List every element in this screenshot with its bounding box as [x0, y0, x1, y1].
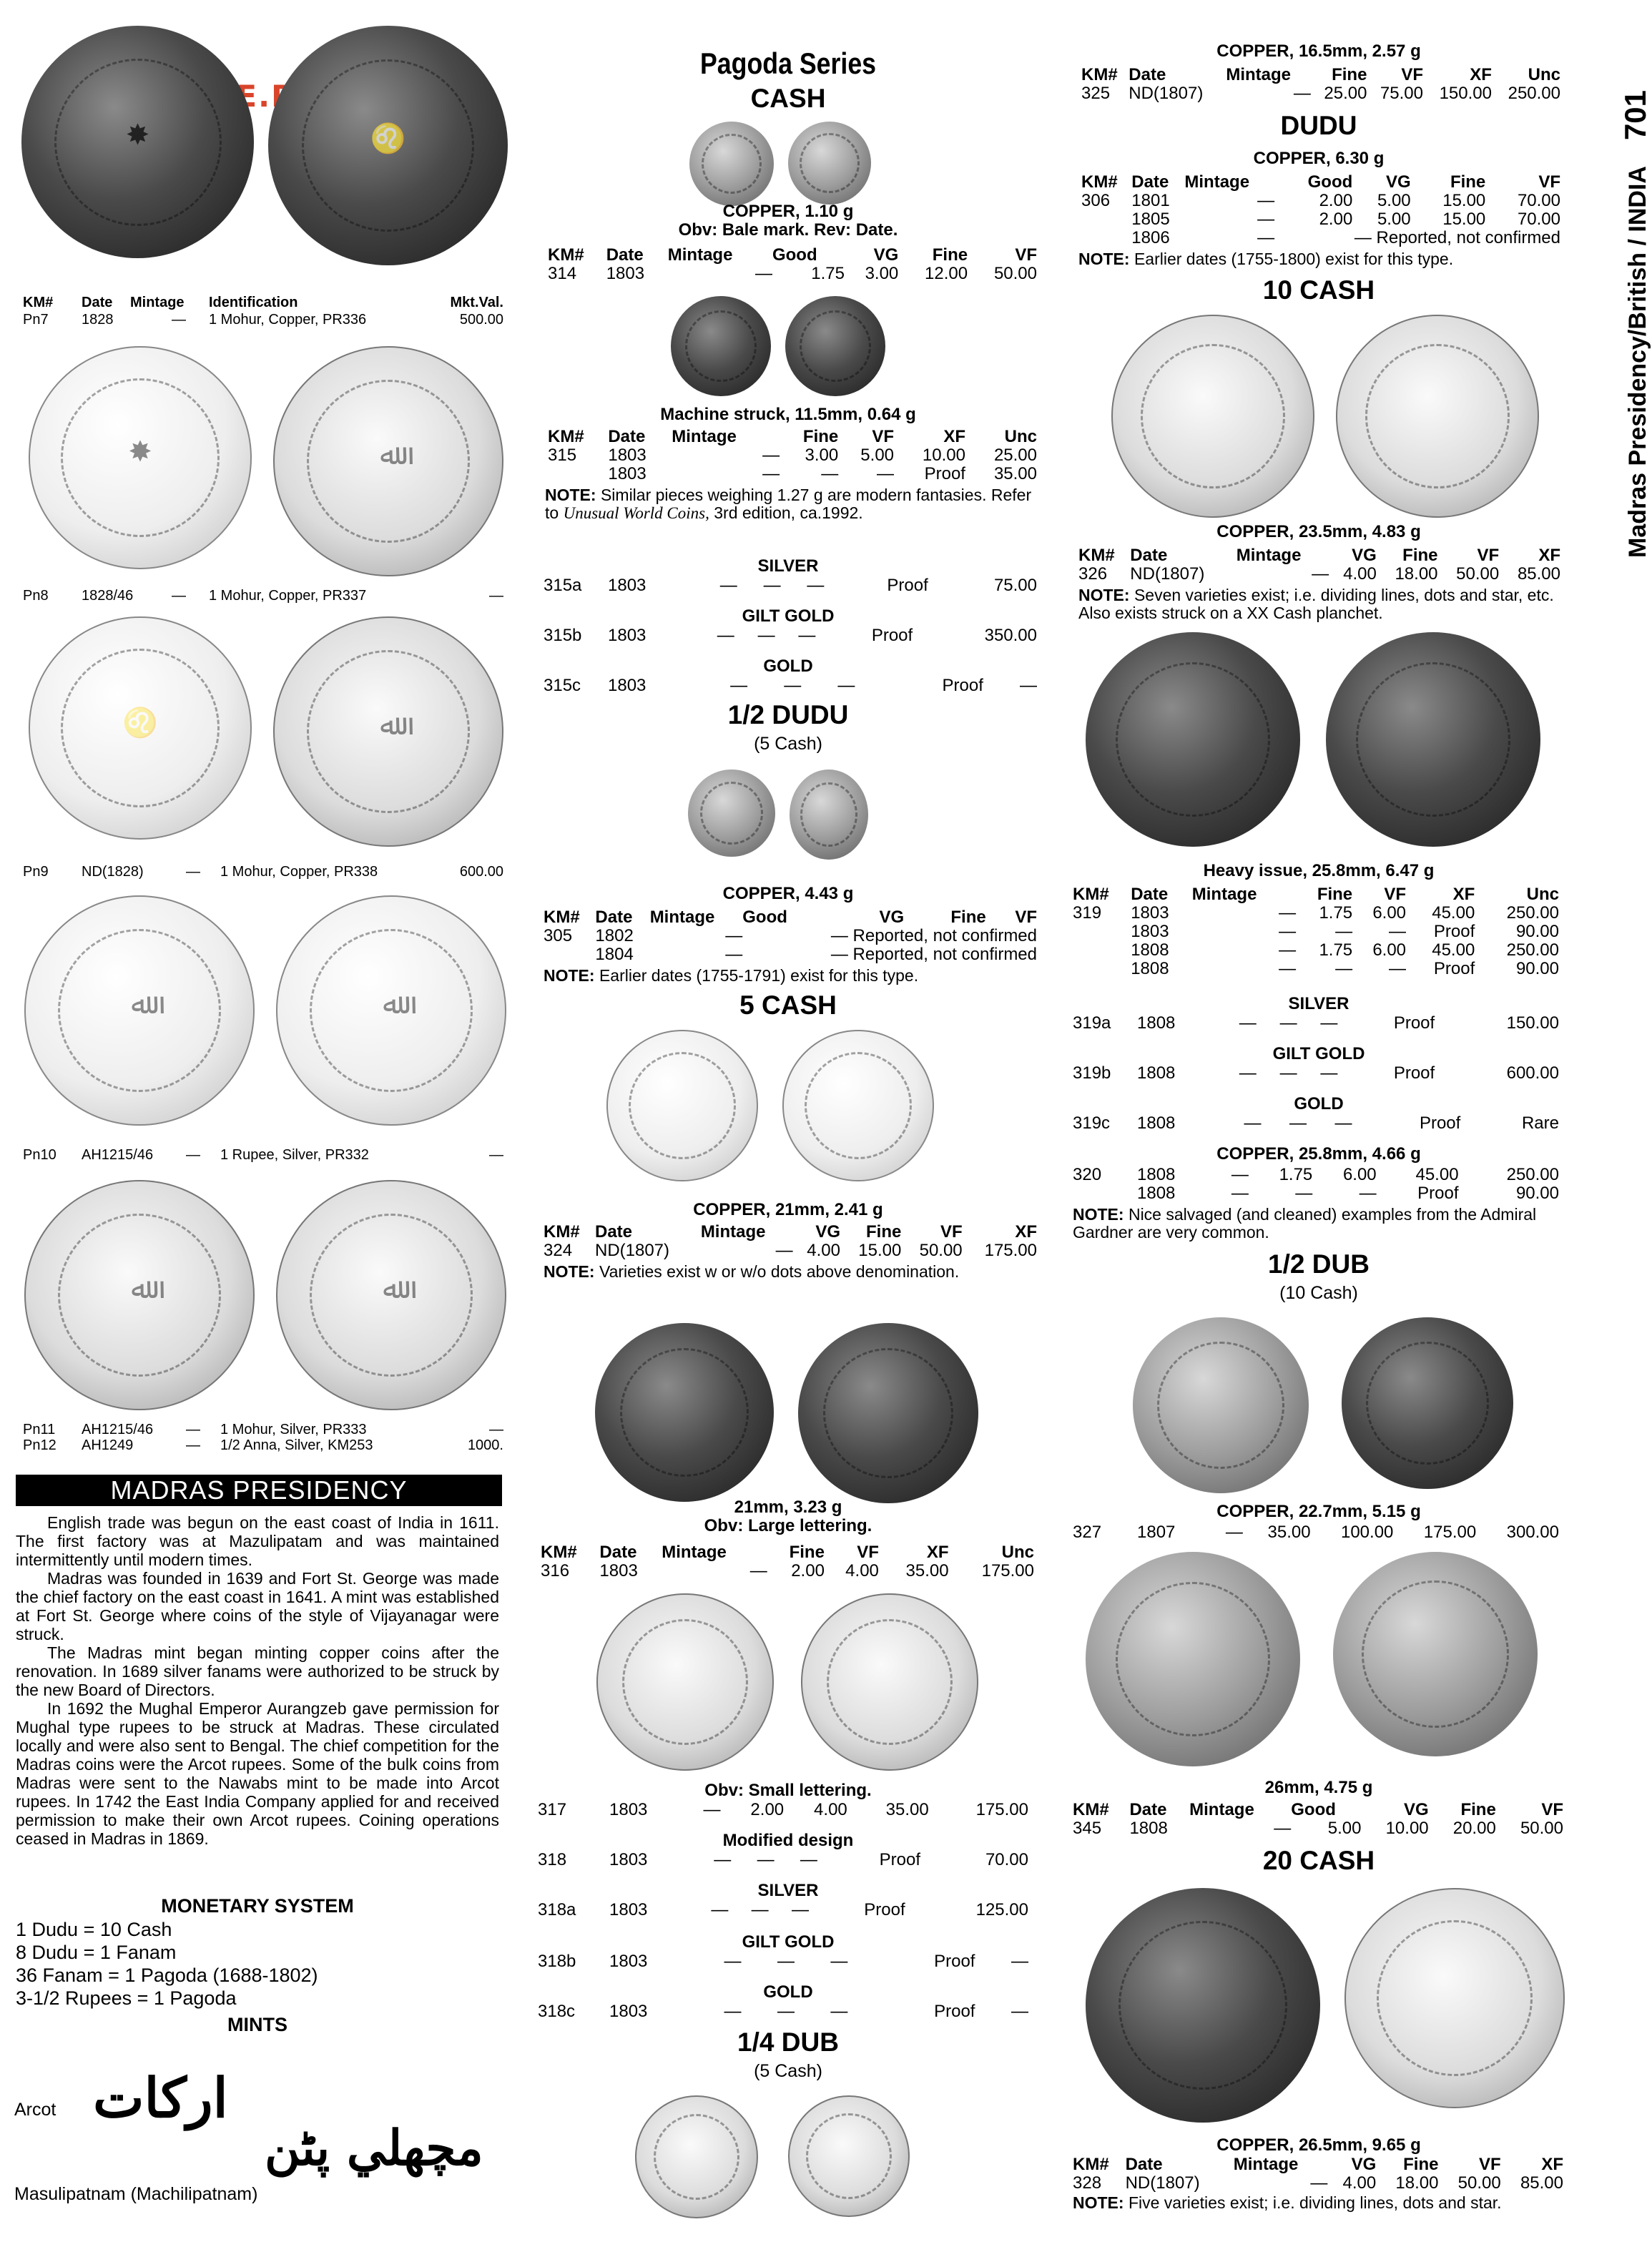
monetary-item: 1 Dudu = 10 Cash: [16, 1919, 172, 1940]
coin-spec: 26mm, 4.75 g: [1264, 1778, 1373, 1797]
coin-obverse: [596, 1593, 774, 1771]
section-banner: MADRAS PRESIDENCY: [16, 1475, 502, 1506]
coin-images-pn7: [21, 26, 508, 265]
coin-obverse: ﷲ: [24, 895, 255, 1126]
price-row-319b: 319b 1808 — — — Proof 600.00: [1073, 1063, 1559, 1083]
coin-reverse: ﷲ: [276, 895, 506, 1126]
mint-masulipatnam-label: Masulipatnam (Machilipatnam): [14, 2184, 258, 2204]
mint-arcot-script: ارکات: [93, 2066, 228, 2130]
denomination-subtitle: (10 Cash): [1279, 1283, 1358, 1303]
coin-spec: COPPER, 4.43 g: [722, 884, 854, 903]
price-table-324: KM# Date Mintage VG Fine VF XF 324 ND(1807) — 4.00 15.00 50.00 175.00: [544, 1222, 1037, 1260]
coin-reverse: [1333, 1552, 1538, 1756]
price-table-326: KM# Date Mintage VG Fine VF XF 326 ND(1807) — 4.00 18.00 50.00 85.00: [1078, 546, 1560, 584]
coin-obverse: [688, 770, 775, 857]
price-row-318a: 318a 1803 — — — Proof 125.00: [538, 1900, 1028, 1919]
metal-heading: GILT GOLD: [1272, 1044, 1365, 1063]
price-table-320: 320 1808 — 1.75 6.00 45.00 250.00 1808 — — — Proof 90.00: [1073, 1165, 1559, 1203]
coin-spec-obverse: Obv: Large lettering.: [704, 1516, 872, 1535]
coin-spec: COPPER, 6.30 g: [1253, 149, 1385, 168]
mints-title: MINTS: [227, 2014, 287, 2035]
price-table-306: KM# Date Mintage Good VG Fine VF 306 1801 — 2.00 5.00 15.00 70.00 1805 — 2.00 5.00 15.00 70.00 1806 — — Reported, not confirmed: [1081, 172, 1560, 247]
coin-obverse: [671, 296, 771, 396]
coin-obverse: ✸: [29, 346, 252, 569]
coin-reverse: ﷲ: [273, 616, 503, 847]
price-row-319c: 319c 1808 — — — Proof Rare: [1073, 1113, 1559, 1133]
coin-reverse: [798, 1323, 978, 1503]
coin-spec: COPPER, 1.10 g: [722, 202, 854, 221]
coin-spec: Heavy issue, 25.8mm, 6.47 g: [1203, 861, 1435, 880]
note: NOTE: Varieties exist w or w/o dots above denomination.: [544, 1262, 960, 1281]
note: NOTE: Earlier dates (1755-1800) exist for this type.: [1078, 250, 1454, 268]
coin-obverse: [595, 1323, 774, 1502]
coin-images-316: [595, 1323, 978, 1503]
history-paragraph: English trade was begun on the east coast of India in 1611. The first factory was at Mazulipatam and was maintained intermittently until modern times.: [16, 1513, 499, 1569]
coin-images-quarter-dub: [635, 2095, 910, 2218]
note: NOTE: Seven varieties exist; i.e. dividing lines, dots and star, etc. Also exists struck on a XX Cash planchet.: [1078, 586, 1554, 622]
price-row-317: 317 1803 — 2.00 4.00 35.00 175.00: [538, 1800, 1028, 1819]
price-table-319: KM# Date Mintage Fine VF XF Unc 319 1803 — 1.75 6.00 45.00 250.00 1803 — — — Proof 90.00 1808 — 1.75 6.00 45.00 250.00 1808 — — — Proof 90.00: [1073, 885, 1559, 978]
coin-images-pn11: [24, 1180, 506, 1410]
coin-reverse: [1326, 632, 1540, 847]
coin-images-324: [606, 1030, 934, 1181]
monetary-item: 8 Dudu = 1 Fanam: [16, 1942, 177, 1963]
price-row-318: 318 1803 — — — Proof 70.00: [538, 1850, 1028, 1869]
coin-images-pn10: [24, 895, 506, 1126]
coin-spec: COPPER, 23.5mm, 4.83 g: [1216, 522, 1421, 541]
coin-obverse: [1086, 1552, 1300, 1766]
denomination-title: DUDU: [1280, 111, 1357, 140]
coin-spec: Machine struck, 11.5mm, 0.64 g: [660, 405, 916, 424]
price-row-315b: 315b 1803 — — — Proof 350.00: [544, 626, 1037, 645]
metal-heading: GILT GOLD: [742, 1932, 835, 1952]
coin-obverse: [689, 122, 774, 206]
monetary-system-title: MONETARY SYSTEM: [161, 1895, 354, 1917]
history-text: [16, 1513, 499, 1848]
coin-images-314: [689, 122, 871, 206]
coin-images-326: [1111, 315, 1539, 518]
metal-heading: SILVER: [757, 556, 819, 576]
coin-reverse: ﷲ: [273, 346, 503, 576]
coin-obverse: [1111, 315, 1314, 518]
coin-reverse: [1342, 1317, 1513, 1489]
metal-heading: GOLD: [763, 657, 813, 676]
price-row-315a: 315a 1803 — — — Proof 75.00: [544, 576, 1037, 595]
price-row-318b: 318b 1803 — — — Proof —: [538, 1952, 1028, 1971]
price-row-319a: 319a 1808 — — — Proof 150.00: [1073, 1013, 1559, 1033]
price-table-328: KM# Date Mintage VG Fine VF XF 328 ND(1807) — 4.00 18.00 50.00 85.00: [1073, 2155, 1563, 2193]
coin-reverse: [785, 296, 885, 396]
coin-obverse: ﷲ: [24, 1180, 255, 1410]
note: NOTE: Similar pieces weighing 1.27 g are modern fantasies. Refer to Unusual World Coins, 3rd edition, ca.1992.: [545, 486, 1032, 522]
price-table-325: KM# Date Mintage Fine VF XF Unc 325 ND(1807) — 25.00 75.00 150.00 250.00: [1081, 65, 1560, 103]
monetary-item: 3-1/2 Rupees = 1 Pagoda: [16, 1987, 237, 2009]
mint-arcot-label: Arcot: [14, 2100, 56, 2120]
page-sidebar: [1587, 29, 1652, 558]
coin-images-319: [1086, 632, 1540, 847]
denomination-title: 5 CASH: [739, 990, 837, 1020]
denomination-title: 1/2 DUB: [1268, 1249, 1370, 1279]
coin-images-pn9: [29, 616, 503, 847]
denomination-subtitle: (5 Cash): [754, 2061, 822, 2081]
denomination-title: 20 CASH: [1262, 1846, 1375, 1875]
denomination-title: 1/2 DUDU: [727, 700, 849, 729]
coin-obverse: [606, 1030, 758, 1181]
coin-images-345: [1086, 1552, 1538, 1766]
coin-spec: COPPER, 22.7mm, 5.15 g: [1216, 1502, 1421, 1521]
coin-reverse: [1336, 315, 1539, 518]
section-title: Madras Presidency/British / INDIA: [1624, 166, 1651, 558]
history-paragraph: The Madras mint began minting copper coins after the renovation. In 1689 silver fanams were authorized to be struck by the new Board of Directors.: [16, 1643, 499, 1699]
coin-spec: COPPER, 16.5mm, 2.57 g: [1216, 41, 1421, 61]
coin-reverse: [801, 1593, 978, 1771]
coin-spec-obverse: Obv: Bale mark. Rev: Date.: [678, 220, 898, 240]
note: NOTE: Earlier dates (1755-1791) exist for this type.: [544, 966, 919, 985]
coin-images-317: [596, 1593, 978, 1771]
metal-heading: SILVER: [1288, 994, 1349, 1013]
history-paragraph: Madras was founded in 1639 and Fort St. George was made the chief factory on the east coast in 1641. A mint was established at Fort St. George where coins of the style of Vijayanagar were struck.: [16, 1569, 499, 1643]
note: NOTE: Five varieties exist; i.e. dividing lines, dots and star.: [1073, 2193, 1502, 2212]
denomination-title: CASH: [750, 84, 826, 113]
coin-spec-obverse: Obv: Small lettering.: [704, 1781, 872, 1800]
coin-reverse: [790, 770, 868, 860]
coin-obverse: [1086, 1888, 1320, 2123]
coin-obverse: [635, 2095, 758, 2218]
coin-images-pn8: [29, 346, 503, 576]
note: NOTE: Nice salvaged (and cleaned) examples from the Admiral Gardner are very common.: [1073, 1205, 1537, 1242]
price-table-345: KM# Date Mintage Good VG Fine VF 345 1808 — 5.00 10.00 20.00 50.00: [1073, 1800, 1563, 1838]
coin-reverse: ﷲ: [276, 1180, 506, 1410]
coin-spec: COPPER, 25.8mm, 4.66 g: [1216, 1144, 1421, 1164]
price-row-315c: 315c 1803 — — — Proof —: [544, 676, 1037, 695]
coin-reverse: [788, 2095, 910, 2217]
coin-spec: COPPER, 21mm, 2.41 g: [693, 1200, 883, 1219]
metal-heading: SILVER: [757, 1881, 819, 1900]
metal-heading: GOLD: [763, 1982, 813, 2002]
coin-reverse: [788, 122, 871, 205]
mint-masulipatnam-script: مچھلي پٹن: [265, 2120, 483, 2177]
monetary-system-list: [16, 1918, 499, 2010]
coin-images-328: [1086, 1888, 1565, 2123]
metal-heading: GILT GOLD: [742, 606, 835, 626]
metal-heading: GOLD: [1294, 1094, 1344, 1113]
coin-spec: COPPER, 26.5mm, 9.65 g: [1216, 2135, 1421, 2155]
coin-reverse: ♌: [268, 26, 508, 265]
price-table-314: KM# Date Mintage Good VG Fine VF 314 1803 — 1.75 3.00 12.00 50.00: [548, 245, 1037, 283]
coin-reverse: [782, 1030, 934, 1181]
denomination-subtitle: (5 Cash): [754, 734, 822, 754]
history-paragraph: In 1692 the Mughal Emperor Aurangzeb gave permission for Mughal type rupees to be struck at Madras. These circulated locally and were also sent to Bengal. The chief competition for the Madras coins were the Arcot rupees. Some of the bulk coins from Madras were sent to the Nawabs mint to be made into Arcot rupees. In 1742 the East India Company applied for and received permission to make their own Arcot rupees. Coining operations ceased in Madras in 1869.: [16, 1699, 499, 1848]
coin-obverse: [1086, 632, 1300, 847]
coin-obverse: ✸: [21, 26, 254, 258]
coin-images-315: [671, 296, 885, 396]
monetary-item: 36 Fanam = 1 Pagoda (1688-1802): [16, 1965, 318, 1986]
denomination-title: 10 CASH: [1262, 275, 1375, 305]
series-title: Pagoda Series: [699, 46, 877, 80]
coin-spec: 21mm, 3.23 g: [734, 1498, 842, 1517]
variety-heading: Modified design: [722, 1831, 854, 1850]
denomination-title: 1/4 DUB: [737, 2027, 839, 2057]
price-table-305: KM# Date Mintage Good VG Fine VF 305 1802 — — Reported, not confirmed 1804 — — Reported, not confirmed: [544, 908, 1037, 964]
coin-obverse: [1133, 1317, 1309, 1493]
coin-reverse: [1344, 1888, 1565, 2108]
price-table-315: KM# Date Mintage Fine VF XF Unc 315 1803 — 3.00 5.00 10.00 25.00 1803 — — — Proof 35.00: [548, 427, 1037, 483]
page-number: 701: [1618, 89, 1652, 141]
coin-images-305: [688, 770, 868, 860]
price-row-327: 327 1807 — 35.00 100.00 175.00 300.00: [1073, 1523, 1559, 1542]
coin-obverse: ♌: [29, 616, 252, 840]
price-row-318c: 318c 1803 — — — Proof —: [538, 2002, 1028, 2021]
price-table-316: KM# Date Mintage Fine VF XF Unc 316 1803 — 2.00 4.00 35.00 175.00: [541, 1543, 1034, 1580]
coin-images-327: [1133, 1317, 1513, 1493]
